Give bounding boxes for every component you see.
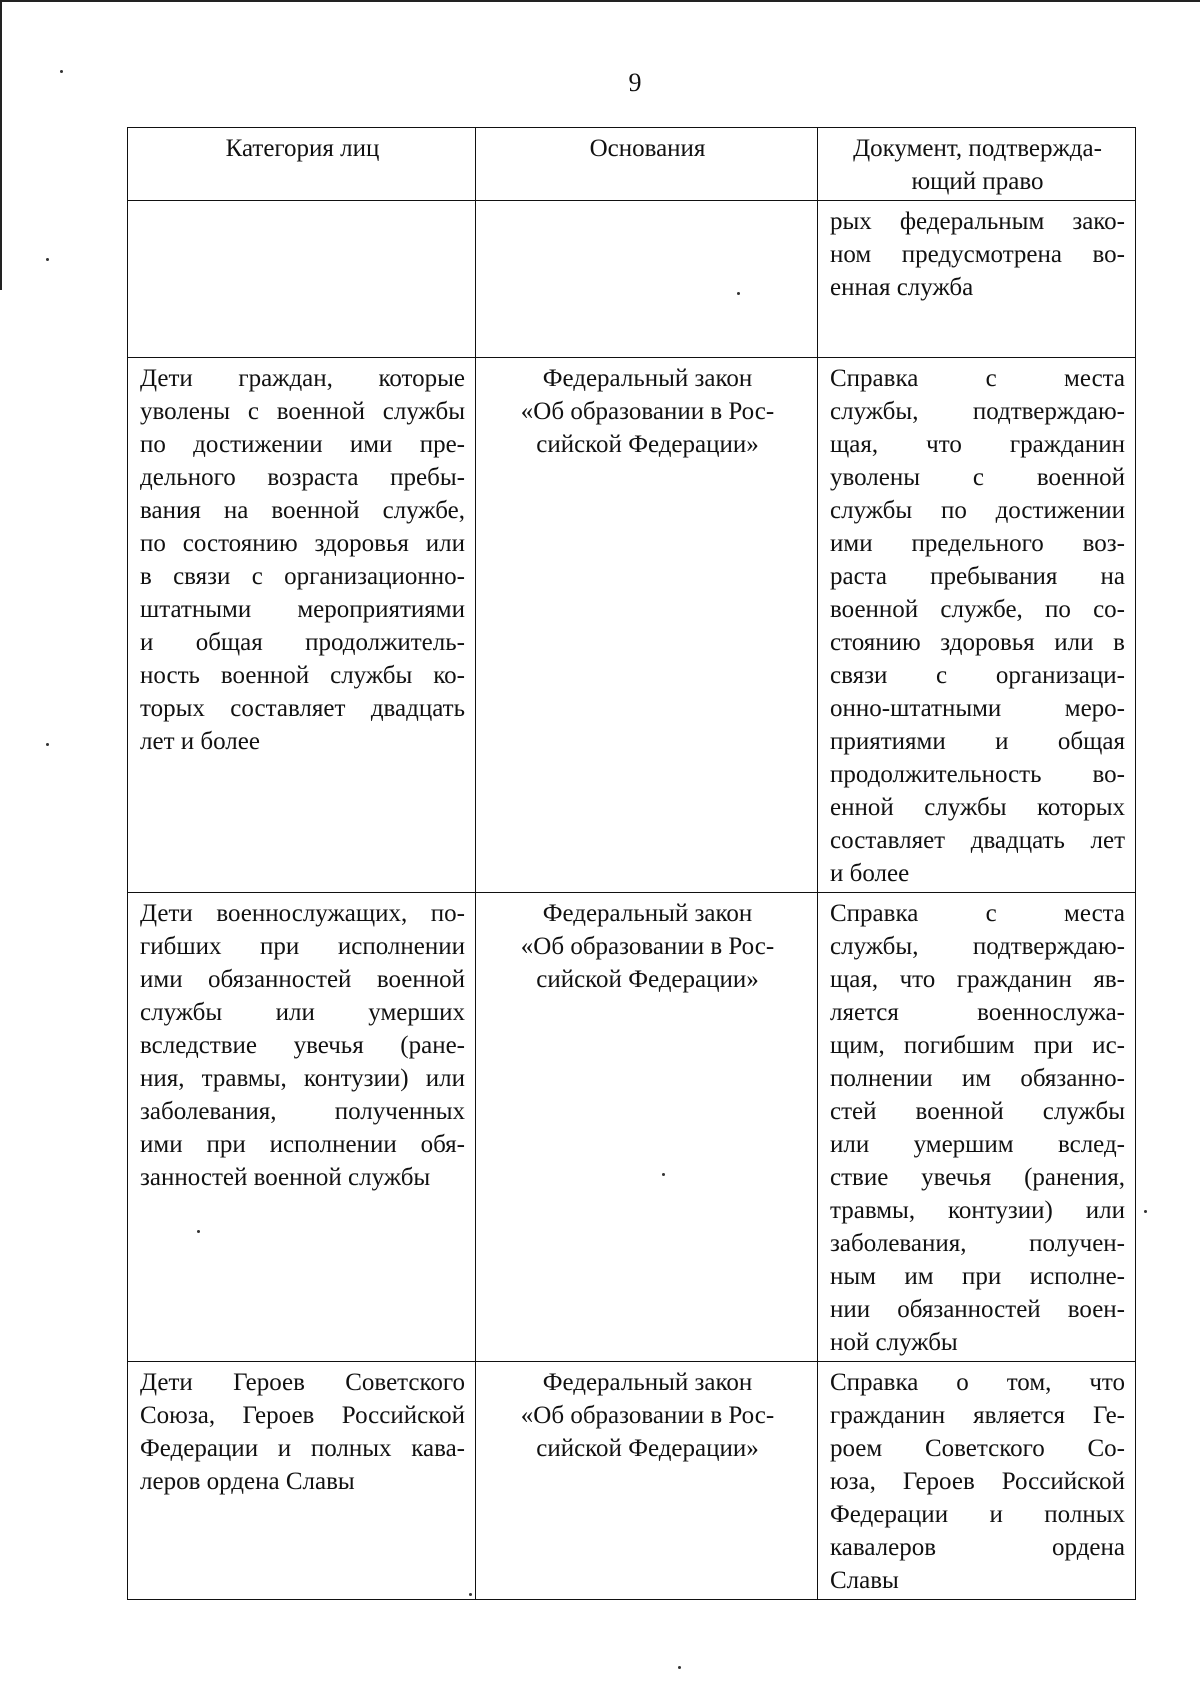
text-line: заболевания, полученных bbox=[140, 1098, 465, 1125]
text-line: нии обязанностей воен- bbox=[830, 1296, 1125, 1323]
text-line: ими при исполнении обя- bbox=[140, 1131, 465, 1158]
text-line: ния, травмы, контузии) или bbox=[140, 1065, 465, 1092]
text-line: ими предельного воз- bbox=[830, 530, 1125, 557]
text-line: ным им при исполне- bbox=[830, 1263, 1125, 1290]
scan-left-edge bbox=[0, 0, 2, 290]
text-line: дельного возраста пребы- bbox=[140, 464, 465, 491]
cell-category bbox=[128, 1362, 476, 1600]
text-line: службы или умерших bbox=[140, 999, 465, 1026]
text-line: полнении им обязанно- bbox=[830, 1065, 1125, 1092]
cell-document bbox=[818, 201, 1136, 358]
cell-basis bbox=[476, 358, 818, 893]
text-line: щим, погибшим при ис- bbox=[830, 1032, 1125, 1059]
text-line: раста пребывания на bbox=[830, 563, 1125, 590]
text-line: продолжительность во- bbox=[830, 761, 1125, 788]
text-line: енная служба bbox=[830, 274, 974, 301]
text-line: или умершим вслед- bbox=[830, 1131, 1125, 1158]
text-line: Федеральный закон bbox=[542, 1369, 753, 1396]
text-line: Дети военнослужащих, по- bbox=[140, 900, 465, 927]
cell-basis bbox=[476, 893, 818, 1362]
scan-speck bbox=[678, 1666, 681, 1669]
header-document: Документ, подтвержда-ющий право bbox=[818, 128, 1136, 201]
text-line: военной службе, по со- bbox=[830, 596, 1125, 623]
text-line: Союза, Героев Российской bbox=[140, 1402, 465, 1429]
text-line: «Об образовании в Рос- bbox=[520, 1402, 775, 1429]
text-line: Федерации и полных bbox=[830, 1501, 1125, 1528]
text-line: заболевания, получен- bbox=[830, 1230, 1125, 1257]
benefits-table bbox=[127, 127, 1136, 1600]
text-line: щая, что гражданин bbox=[830, 431, 1125, 458]
text-line: ность военной службы ко- bbox=[140, 662, 465, 689]
text-line: и общая продолжитель- bbox=[140, 629, 465, 656]
cell-document bbox=[818, 893, 1136, 1362]
text-line: стей военной службы bbox=[830, 1098, 1125, 1125]
table-row-continuation bbox=[128, 201, 1136, 358]
cell-basis bbox=[476, 1362, 818, 1600]
scan-speck bbox=[737, 292, 740, 295]
text-line: ствие увечья (ранения, bbox=[830, 1164, 1125, 1191]
text-line: юза, Героев Российской bbox=[830, 1468, 1125, 1495]
text-line: составляет двадцать лет bbox=[830, 827, 1125, 854]
text-line: лет и более bbox=[140, 728, 260, 755]
text-line: Справка с места bbox=[830, 365, 1125, 392]
header-category: Категория лиц bbox=[128, 128, 476, 201]
text-line: уволены с военной bbox=[830, 464, 1125, 491]
text-line: ляется военнослужа- bbox=[830, 999, 1125, 1026]
text-line: службы по достижении bbox=[830, 497, 1125, 524]
scan-speck bbox=[197, 1230, 200, 1233]
scan-speck bbox=[1144, 1210, 1147, 1213]
table-row bbox=[128, 358, 1136, 893]
text-line: роем Советского Со- bbox=[830, 1435, 1125, 1462]
scan-speck bbox=[46, 743, 49, 746]
text-line: сийской Федерации» bbox=[536, 1435, 759, 1462]
text-line: «Об образовании в Рос- bbox=[520, 933, 775, 960]
text-line: вания на военной службе, bbox=[140, 497, 465, 524]
scan-speck bbox=[469, 1593, 472, 1596]
text-line: ном предусмотрена во- bbox=[830, 241, 1125, 268]
text-line: связи с организаци- bbox=[830, 662, 1125, 689]
text-line: Славы bbox=[830, 1567, 899, 1594]
text-line: занностей военной службы bbox=[140, 1164, 431, 1191]
text-line: ими обязанностей военной bbox=[140, 966, 465, 993]
text-line: Дети Героев Советского bbox=[140, 1369, 465, 1396]
text-line: щая, что гражданин яв- bbox=[830, 966, 1125, 993]
text-line: гибших при исполнении bbox=[140, 933, 465, 960]
text-line: приятиями и общая bbox=[830, 728, 1125, 755]
text-line: Дети граждан, которые bbox=[140, 365, 465, 392]
text-line: по достижении ими пре- bbox=[140, 431, 465, 458]
text-line: торых составляет двадцать bbox=[140, 695, 465, 722]
table-header-row bbox=[128, 128, 1136, 201]
text-line: уволены с военной службы bbox=[140, 398, 465, 425]
cell-basis bbox=[476, 201, 818, 358]
scan-speck bbox=[60, 70, 63, 73]
text-line: леров ордена Славы bbox=[140, 1468, 355, 1495]
cell-document bbox=[818, 358, 1136, 893]
scan-speck bbox=[662, 1173, 665, 1176]
text-line: «Об образовании в Рос- bbox=[520, 398, 775, 425]
text-line: вследствие увечья (ране- bbox=[140, 1032, 465, 1059]
text-line: Справка о том, что bbox=[830, 1369, 1125, 1396]
text-line: енной службы которых bbox=[830, 794, 1125, 821]
header-basis: Основания bbox=[476, 128, 818, 201]
cell-category bbox=[128, 893, 476, 1362]
text-line: стоянию здоровья или в bbox=[830, 629, 1125, 656]
cell-category bbox=[128, 358, 476, 893]
text-line: службы, подтверждаю- bbox=[830, 933, 1125, 960]
scan-top-edge bbox=[0, 0, 1200, 2]
cell-category bbox=[128, 201, 476, 358]
text-line: сийской Федерации» bbox=[536, 966, 759, 993]
text-line: службы, подтверждаю- bbox=[830, 398, 1125, 425]
text-line: штатными мероприятиями bbox=[140, 596, 465, 623]
text-line: сийской Федерации» bbox=[536, 431, 759, 458]
text-line: рых федеральным зако- bbox=[830, 208, 1125, 235]
text-line: ной службы bbox=[830, 1329, 958, 1356]
text-line: Федерации и полных кава- bbox=[140, 1435, 465, 1462]
text-line: по состоянию здоровья или bbox=[140, 530, 465, 557]
page-number: 9 bbox=[628, 68, 642, 97]
scan-speck bbox=[46, 258, 49, 261]
text-line: Федеральный закон bbox=[542, 365, 753, 392]
text-line: кавалеров ордена bbox=[830, 1534, 1125, 1561]
table-row bbox=[128, 1362, 1136, 1600]
text-line: Федеральный закон bbox=[542, 900, 753, 927]
text-line: травмы, контузии) или bbox=[830, 1197, 1125, 1224]
text-line: в связи с организационно- bbox=[140, 563, 465, 590]
cell-document bbox=[818, 1362, 1136, 1600]
text-line: онно-штатными меро- bbox=[830, 695, 1125, 722]
text-line: гражданин является Ге- bbox=[830, 1402, 1125, 1429]
text-line: Справка с места bbox=[830, 900, 1125, 927]
table-row bbox=[128, 893, 1136, 1362]
text-line: и более bbox=[830, 860, 910, 887]
